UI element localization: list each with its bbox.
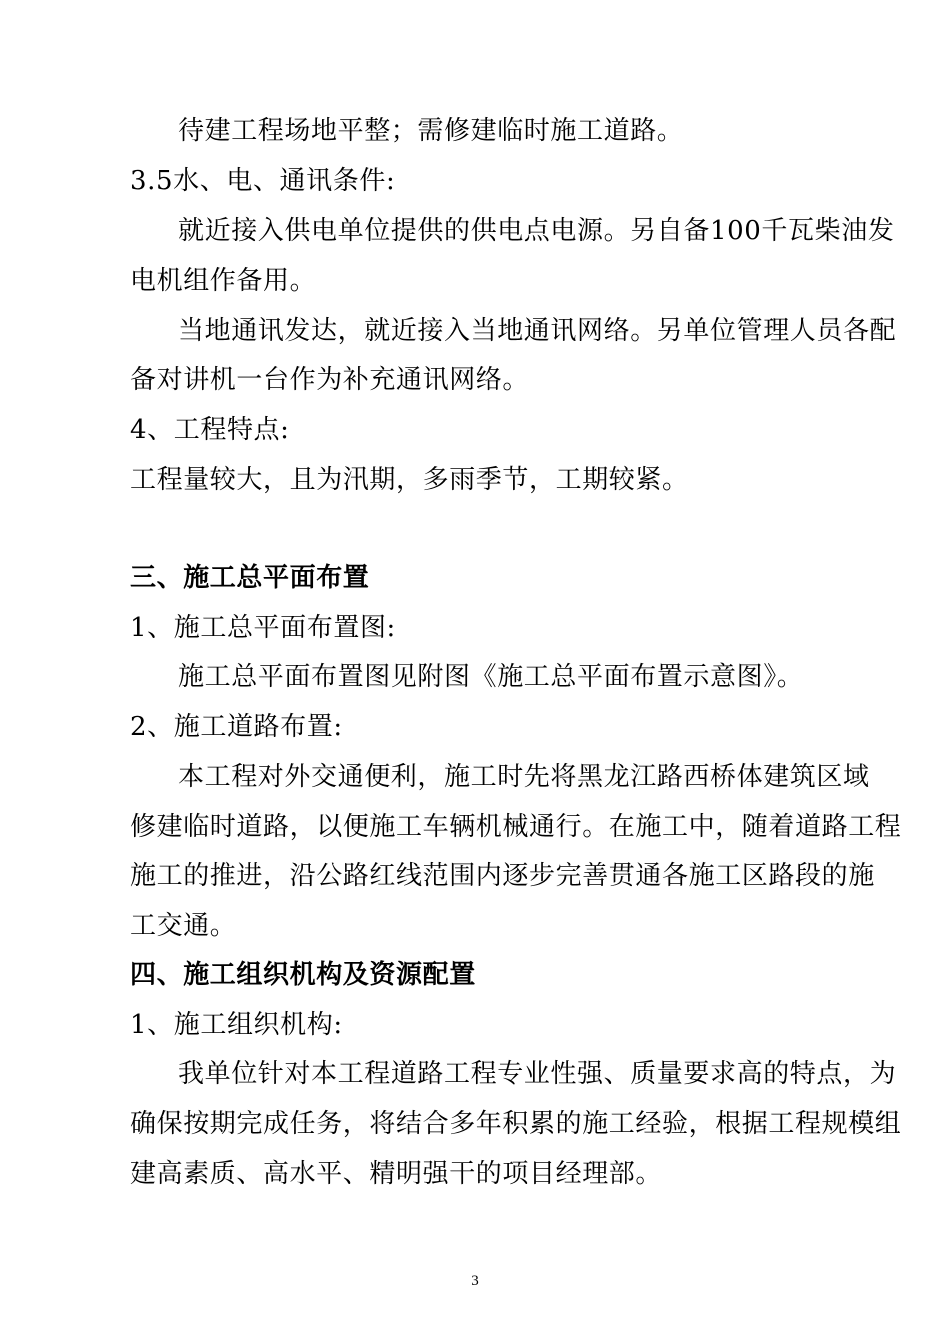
line-text: 4、工程特点: xyxy=(130,415,290,445)
line-text: 施工的推进，沿公路红线范围内逐步完善贯通各施工区路段的施 xyxy=(130,861,875,891)
line-text: 当地通讯发达，就近接入当地通讯网络。另单位管理人员各配 xyxy=(178,316,897,346)
line-text: 1、施工总平面布置图: xyxy=(130,613,396,643)
body-line xyxy=(0,113,950,149)
page-number: 3 xyxy=(471,1273,479,1289)
line-text: 三、施工总平面布置 xyxy=(130,563,370,593)
body-line xyxy=(0,1106,950,1142)
line-text: 待建工程场地平整；需修建临时施工道路。 xyxy=(178,116,684,146)
section-subheading xyxy=(0,163,950,199)
body-line xyxy=(0,809,950,845)
line-text: 就近接入供电单位提供的供电点电源。另自备100千瓦柴油发 xyxy=(178,216,895,246)
line-text: 本工程对外交通便利，施工时先将黑龙江路西桥体建筑区域 xyxy=(178,762,870,792)
body-line xyxy=(0,759,950,795)
section-subheading xyxy=(0,1007,950,1043)
line-text: 我单位针对本工程道路工程专业性强、质量要求高的特点，为 xyxy=(178,1059,897,1089)
line-text: 建高素质、高水平、精明强干的项目经理部。 xyxy=(130,1159,663,1189)
body-line xyxy=(0,213,950,249)
body-line xyxy=(0,362,950,398)
line-text: 施工总平面布置图见附图《施工总平面布置示意图》。 xyxy=(178,662,804,692)
line-text: 修建临时道路，以便施工车辆机械通行。在施工中，随着道路工程 xyxy=(130,812,902,842)
body-line xyxy=(0,462,950,498)
body-line xyxy=(0,858,950,894)
line-text: 2、施工道路布置: xyxy=(130,712,343,742)
line-text: 工交通。 xyxy=(130,911,237,941)
body-line xyxy=(0,263,950,299)
body-line xyxy=(0,908,950,944)
section-subheading xyxy=(0,610,950,646)
body-line xyxy=(0,659,950,695)
line-text: 工程量较大，且为汛期，多雨季节，工期较紧。 xyxy=(130,465,689,495)
line-text: 备对讲机一台作为补充通讯网络。 xyxy=(130,365,530,395)
section-subheading xyxy=(0,709,950,745)
section-heading xyxy=(0,957,950,993)
line-text: 确保按期完成任务，将结合多年积累的施工经验，根据工程规模组 xyxy=(130,1109,902,1139)
line-text: 四、施工组织机构及资源配置 xyxy=(130,960,476,990)
section-heading xyxy=(0,560,950,596)
section-subheading xyxy=(0,412,950,448)
line-text: 电机组作备用。 xyxy=(130,266,317,296)
line-text: 1、施工组织机构: xyxy=(130,1010,343,1040)
line-text: 3.5水、电、通讯条件: xyxy=(130,166,396,196)
body-line xyxy=(0,1156,950,1192)
body-line xyxy=(0,313,950,349)
body-line xyxy=(0,1056,950,1092)
